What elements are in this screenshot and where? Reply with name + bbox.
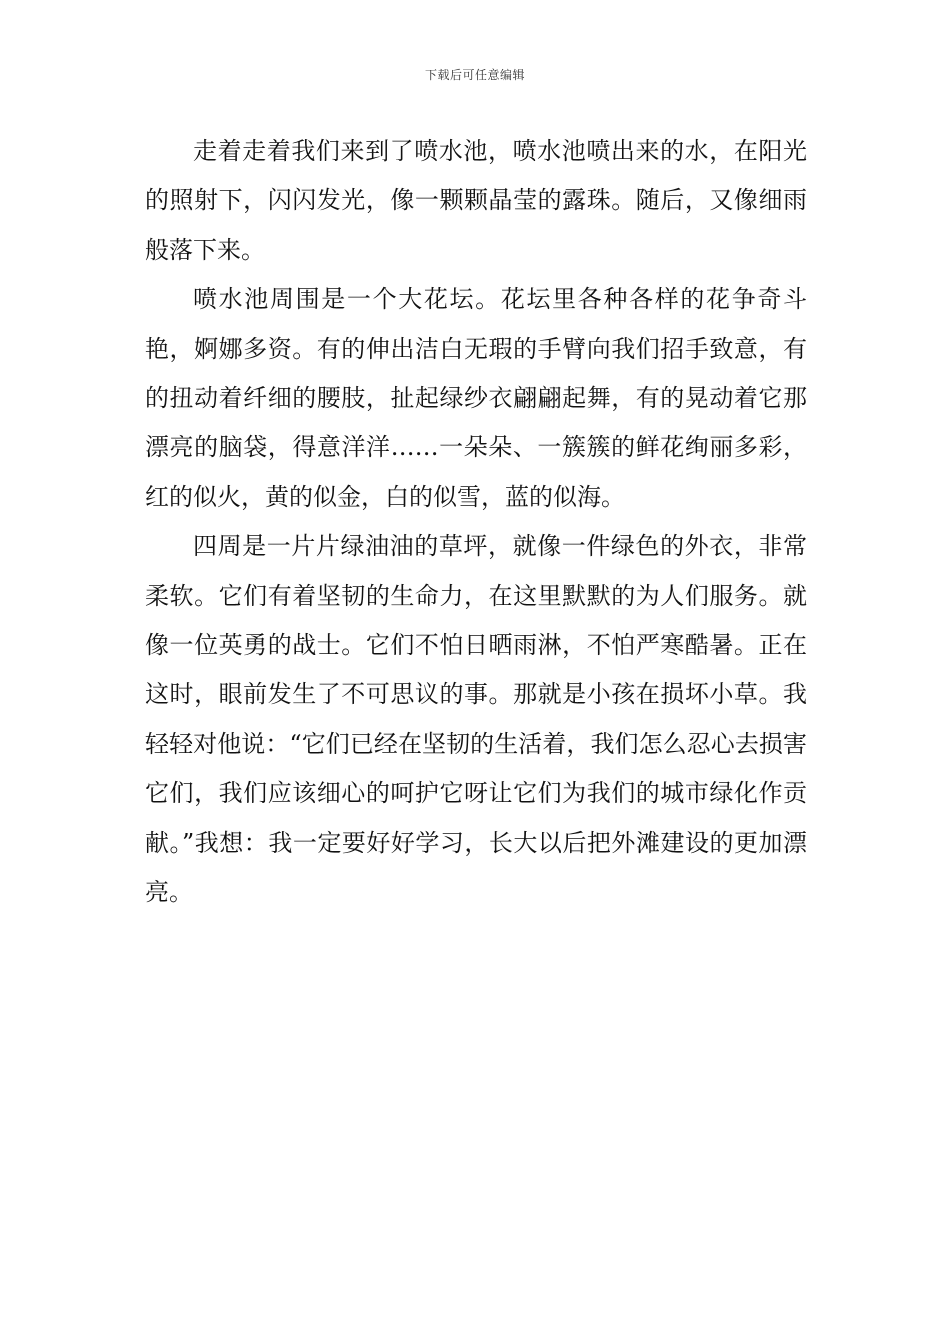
document-body (145, 127, 807, 918)
header-note: 下载后可任意编辑 (424, 68, 525, 82)
paragraph-flower-bed: 喷水池周围是一个大花坛。花坛里各种各样的花争奇斗艳，婀娜多资。有的伸出洁白无瑕的手臂向我们招手致意，有的扭动着纤细的腰肢，扯起绿纱衣翩翩起舞，有的晃动着它那漂亮的脑袋，得意洋洋……一朵朵、一簇簇的鲜花绚丽多彩，红的似火，黄的似金，白的似雪，蓝的似海。 (145, 285, 807, 511)
paragraph-fountain: 走着走着我们来到了喷水池，喷水池喷出来的水，在阳光的照射下，闪闪发光，像一颗颗晶莹的露珠。随后，又像细雨般落下来。 (145, 137, 807, 264)
paragraph-lawn: 四周是一片片绿油油的草坪，就像一件绿色的外衣，非常柔软。它们有着坚韧的生命力，在这里默默的为人们服务。就像一位英勇的战士。它们不怕日晒雨淋，不怕严寒酷暑。正在这时，眼前发生了不可思议的事。那就是小孩在损坏小草。我轻轻对他说：“它们已经在坚韧的生活着，我们怎么忍心去损害它们，我们应该细心的呵护它呀让它们为我们的城市绿化作贡献。”我想：我一定要好好学习，长大以后把外滩建设的更加漂亮。 (145, 532, 807, 907)
